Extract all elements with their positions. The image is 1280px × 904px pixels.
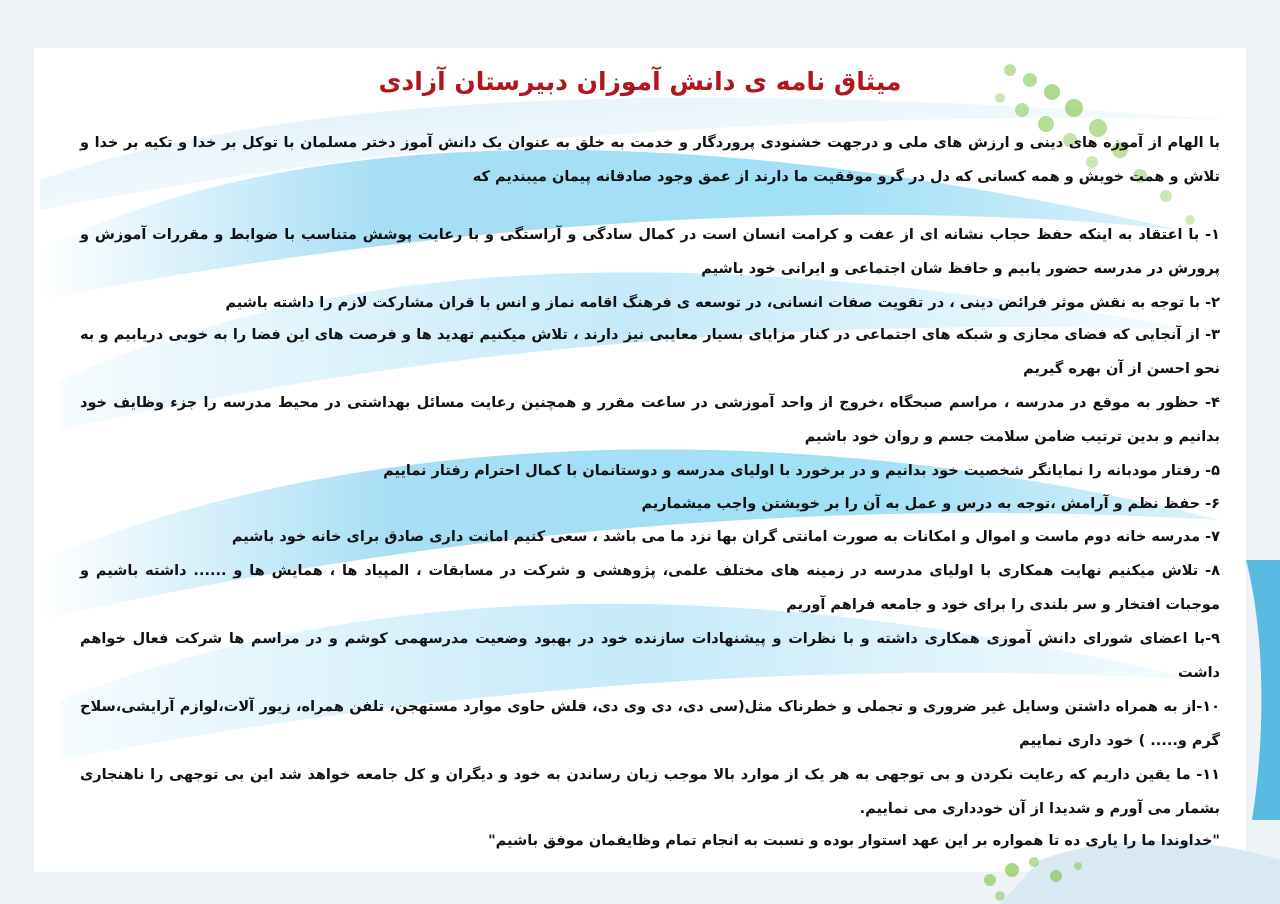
item-3: ۳- از آنجایی که فضای مجازی و شبکه های اجتماعی در کنار مزایای بسیار معایبی نیز دارند ، تلاش میکنیم تهدید ها و فرصت های این فضا را به خوبی دریابیم و به نحو احسن از آن بهره گیریم [80, 327, 1220, 377]
item-2: ۲- با توجه به نقش موثر فرائض دینی ، در تقویت صفات انسانی، در توسعه ی فرهنگ اقامه نماز و انس با قران مشارکت لازم را داشته باشیم [225, 295, 1220, 311]
item-1: ۱- با اعتقاد به اینکه حفظ حجاب نشانه ای از عفت و کرامت انسان است در کمال سادگی و آراستگی و با رعایت پوشش متناسب با ضوابط و مقررات آموزش و پرورش در مدرسه حضور یابیم و حافظ شان اجتماعی و ایرانی خود باشیم [80, 227, 1220, 277]
document-title: میثاق نامه ی دانش آموزان دبیرستان آزادی [378, 67, 902, 96]
item-7: ۷- مدرسه خانه دوم ماست و اموال و امکانات به صورت امانتی گران بها نزد ما می باشد ، سعی کنیم امانت داری صادق برای خانه خود باشیم [231, 529, 1220, 545]
item-9: ۹-با اعضای شورای دانش آموزی همکاری داشته و با نظرات و پیشنهادات سازنده خود در بهبود وضعیت مدرسهمی کوشم و در مراسم ها شرکت فعال خواهم داشت [80, 631, 1220, 681]
item-10: ۱۰-از به همراه داشتن وسایل غیر ضروری و تجملی و خطرناک مثل(سی دی، دی وی دی، فلش حاوی موارد مستهجن، تلفن همراه، زیور آلات،لوازم آرایشی،سلاح گرم و..... ) خود داری نماییم [80, 699, 1220, 749]
intro-paragraph: با الهام از آموزه های دینی و ارزش های ملی و درجهت خشنودی پروردگار و خدمت به خلق به عنوان یک دانش آموز دختر مسلمان با توکل بر خدا و تکیه بر خدا و تلاش و همت خویش و همه کسانی که دل در گرو موفقیت ما دارند از عمق وجود صادقانه پیمان میبندیم که [80, 135, 1220, 185]
closing-prayer: "خداوندا ما را یاری ده تا همواره بر این عهد استوار بوده و نسبت به انجام تمام وظایفمان موفق باشیم" [488, 833, 1220, 849]
item-4: ۴- حظور به موقع در مدرسه ، مراسم صبحگاه ،خروج از واحد آموزشی در ساعت مقرر و همچنین رعایت مسائل بهداشتی در محیط مدرسه را جزء وظایف خود بدانیم و بدین ترتیب ضامن سلامت جسم و روان خود باشیم [80, 395, 1220, 445]
item-6: ۶- حفظ نظم و آرامش ،توجه به درس و عمل به آن را بر خویشتن واجب میشماریم [641, 496, 1220, 512]
item-5: ۵- رفتار مودبانه را نمایانگر شخصیت خود بدانیم و در برخورد با اولیای مدرسه و دوستانمان با کمال احترام رفتار نماییم [383, 463, 1220, 479]
item-11: ۱۱- ما یقین داریم که رعایت نکردن و بی توجهی به هر یک از موارد بالا موجب زیان رساندن به خود و دیگران و کل جامعه خواهد شد این بی توجهی را ناهنجاری بشمار می آورم و شدیدا از آن خودداری می نماییم. [80, 767, 1220, 817]
item-8: ۸- تلاش میکنیم نهایت همکاری با اولیای مدرسه در زمینه های مختلف علمی، پژوهشی و شرکت در مسابقات ، المپیاد ها ، همایش ها و ...... داشته باشیم و موجبات افتخار و سر بلندی را برای خود و جامعه فراهم آوریم [80, 563, 1220, 613]
